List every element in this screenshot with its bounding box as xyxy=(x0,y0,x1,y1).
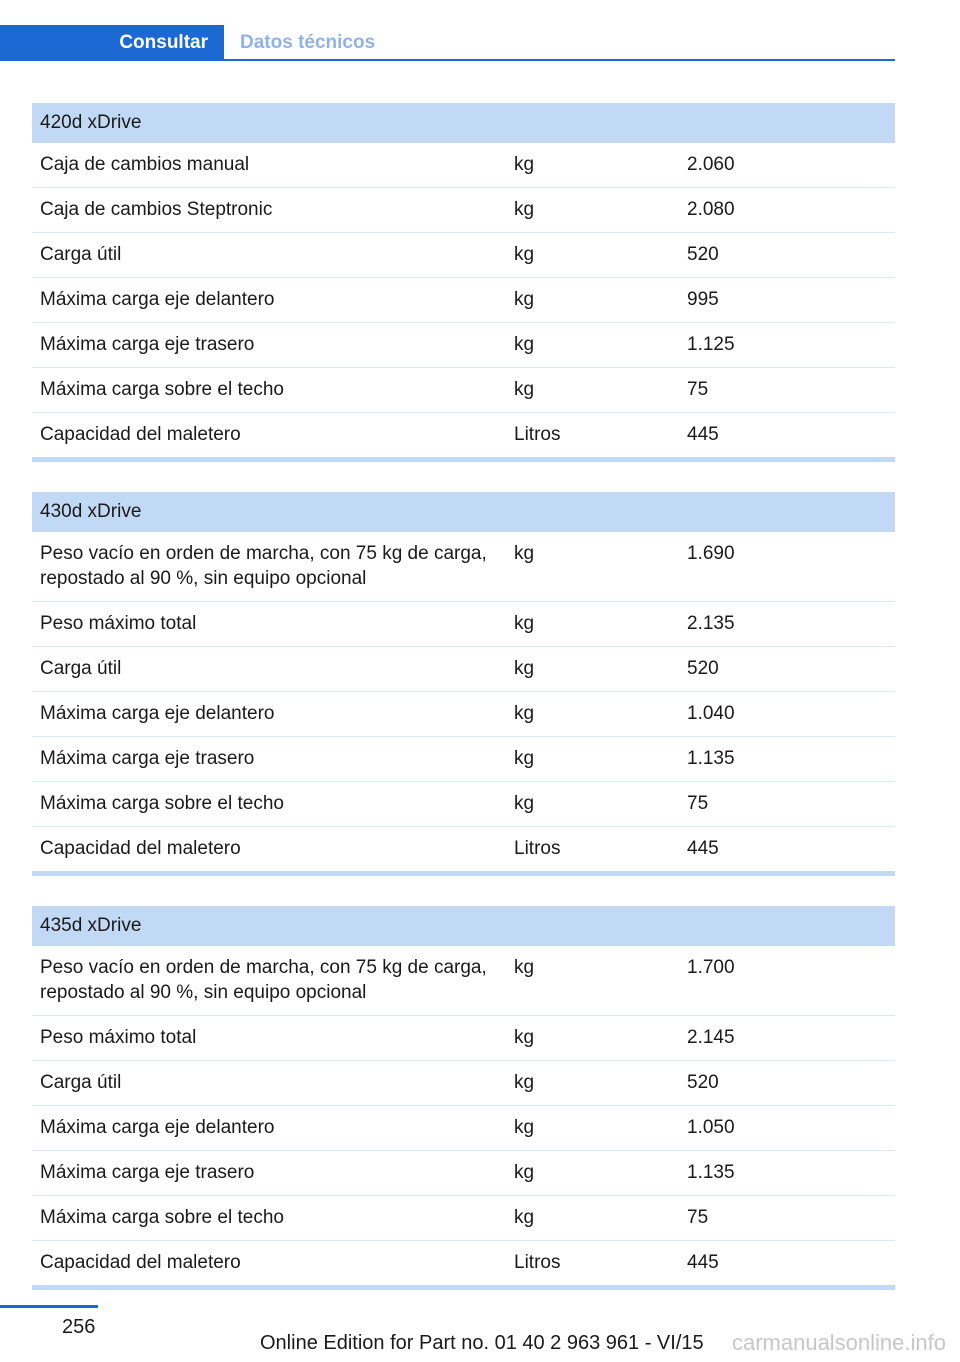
spec-value: 995 xyxy=(679,278,895,323)
spec-value: 1.040 xyxy=(679,692,895,737)
spec-value: 520 xyxy=(679,1061,895,1106)
spec-label: Peso máximo total xyxy=(32,1016,506,1061)
spec-label: Peso vacío en orden de marcha, con 75 kg de carga, repostado al 90 %, sin equipo opcional xyxy=(32,532,506,602)
table-row xyxy=(32,413,895,460)
table-row xyxy=(32,602,895,647)
spec-unit: Litros xyxy=(506,1241,679,1288)
table-row xyxy=(32,647,895,692)
table-row xyxy=(32,143,895,188)
spec-value: 1.690 xyxy=(679,532,895,602)
spec-label: Máxima carga sobre el techo xyxy=(32,1196,506,1241)
spec-label: Máxima carga sobre el techo xyxy=(32,782,506,827)
spec-unit: kg xyxy=(506,368,679,413)
footer-line xyxy=(0,1305,98,1308)
spec-table-420d xyxy=(32,103,895,462)
table-row xyxy=(32,1151,895,1196)
spec-unit: kg xyxy=(506,647,679,692)
table-row xyxy=(32,233,895,278)
spec-value: 2.145 xyxy=(679,1016,895,1061)
spec-value: 445 xyxy=(679,827,895,874)
spec-value: 75 xyxy=(679,782,895,827)
table-row xyxy=(32,323,895,368)
spec-label: Caja de cambios Steptronic xyxy=(32,188,506,233)
spec-unit: kg xyxy=(506,233,679,278)
spec-label: Caja de cambios manual xyxy=(32,143,506,188)
spec-unit: Litros xyxy=(506,827,679,874)
edition-text: Online Edition for Part no. 01 40 2 963 961 - VI/15 xyxy=(260,1332,704,1354)
spec-unit: kg xyxy=(506,737,679,782)
watermark: carmanualsonline.info xyxy=(731,1330,946,1355)
table-row xyxy=(32,368,895,413)
spec-label: Peso máximo total xyxy=(32,602,506,647)
spec-unit: kg xyxy=(506,1151,679,1196)
spec-unit: kg xyxy=(506,532,679,602)
spec-unit: Litros xyxy=(506,413,679,460)
spec-label: Máxima carga eje trasero xyxy=(32,323,506,368)
spec-label: Máxima carga eje trasero xyxy=(32,1151,506,1196)
spec-label: Carga útil xyxy=(32,647,506,692)
table-row xyxy=(32,1196,895,1241)
spec-value: 2.135 xyxy=(679,602,895,647)
page-number: 256 xyxy=(62,1316,96,1338)
table-row xyxy=(32,1241,895,1288)
spec-unit: kg xyxy=(506,602,679,647)
spec-label: Máxima carga sobre el techo xyxy=(32,368,506,413)
table-row xyxy=(32,782,895,827)
spec-value: 2.080 xyxy=(679,188,895,233)
table-row xyxy=(32,827,895,874)
spec-label: Capacidad del maletero xyxy=(32,827,506,874)
spec-table-430d xyxy=(32,492,895,876)
spec-value: 520 xyxy=(679,233,895,278)
spec-unit: kg xyxy=(506,1061,679,1106)
table-row xyxy=(32,946,895,1016)
spec-unit: kg xyxy=(506,1196,679,1241)
table-title: 435d xDrive xyxy=(32,906,895,946)
table-row xyxy=(32,278,895,323)
spec-unit: kg xyxy=(506,143,679,188)
spec-value: 445 xyxy=(679,413,895,460)
spec-unit: kg xyxy=(506,278,679,323)
spec-value: 1.135 xyxy=(679,1151,895,1196)
spec-label: Peso vacío en orden de marcha, con 75 kg de carga, repostado al 90 %, sin equipo opcional xyxy=(32,946,506,1016)
table-row xyxy=(32,1016,895,1061)
spec-label: Máxima carga eje trasero xyxy=(32,737,506,782)
table-row xyxy=(32,737,895,782)
spec-value: 1.125 xyxy=(679,323,895,368)
tab-datos-tecnicos[interactable]: Datos técnicos xyxy=(240,32,376,53)
spec-value: 2.060 xyxy=(679,143,895,188)
table-title: 430d xDrive xyxy=(32,492,895,532)
table-title: 420d xDrive xyxy=(32,103,895,143)
table-row xyxy=(32,532,895,602)
spec-value: 75 xyxy=(679,1196,895,1241)
spec-label: Capacidad del maletero xyxy=(32,413,506,460)
spec-unit: kg xyxy=(506,1106,679,1151)
spec-value: 1.700 xyxy=(679,946,895,1016)
spec-label: Máxima carga eje delantero xyxy=(32,1106,506,1151)
header-tabs xyxy=(0,25,895,61)
spec-label: Carga útil xyxy=(32,233,506,278)
spec-label: Máxima carga eje delantero xyxy=(32,278,506,323)
table-row xyxy=(32,1061,895,1106)
spec-table-435d xyxy=(32,906,895,1290)
spec-value: 445 xyxy=(679,1241,895,1288)
spec-value: 75 xyxy=(679,368,895,413)
table-row xyxy=(32,692,895,737)
spec-unit: kg xyxy=(506,692,679,737)
spec-value: 1.050 xyxy=(679,1106,895,1151)
table-row xyxy=(32,188,895,233)
spec-value: 520 xyxy=(679,647,895,692)
spec-unit: kg xyxy=(506,188,679,233)
spec-label: Capacidad del maletero xyxy=(32,1241,506,1288)
table-row xyxy=(32,1106,895,1151)
spec-unit: kg xyxy=(506,782,679,827)
spec-unit: kg xyxy=(506,323,679,368)
spec-label: Carga útil xyxy=(32,1061,506,1106)
spec-unit: kg xyxy=(506,946,679,1016)
spec-label: Máxima carga eje delantero xyxy=(32,692,506,737)
spec-value: 1.135 xyxy=(679,737,895,782)
tab-consultar[interactable]: Consultar xyxy=(0,25,224,61)
spec-tables xyxy=(32,103,895,1320)
spec-unit: kg xyxy=(506,1016,679,1061)
